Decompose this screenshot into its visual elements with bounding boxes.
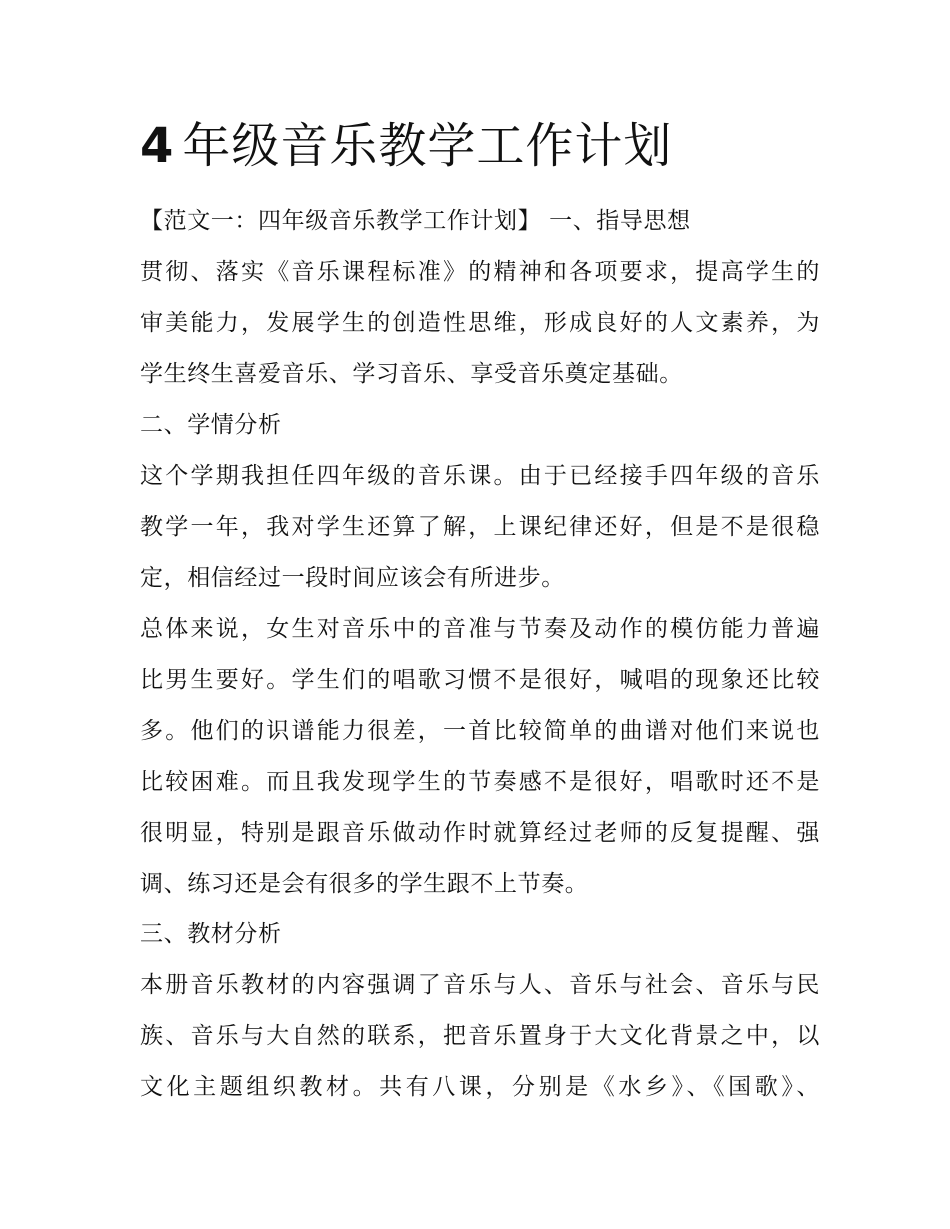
text-line-8: 定，相信经过一段时间应该会有所进步。 bbox=[140, 565, 565, 591]
text-line-13: 很明显，特别是跟音乐做动作时就算经过老师的反复提醒、强 bbox=[140, 820, 820, 846]
title-number: 4 bbox=[140, 118, 175, 174]
text-line-18: 文化主题组织教材。共有八课，分别是《水乡》、《国歌》、 bbox=[140, 1074, 820, 1100]
text-line-7: 教学一年，我对学生还算了解，上课纪律还好，但是不是很稳 bbox=[140, 514, 820, 540]
text-line-11: 多。他们的识谱能力很差，一首比较简单的曲谱对他们来说也 bbox=[140, 718, 820, 744]
text-line-4: 学生终生喜爱音乐、学习音乐、享受音乐奠定基础。 bbox=[140, 361, 683, 387]
text-line-16: 本册音乐教材的内容强调了音乐与人、音乐与社会、音乐与民 bbox=[140, 972, 820, 998]
text-line-2: 贯彻、落实《音乐课程标准》的精神和各项要求，提高学生的 bbox=[140, 259, 820, 285]
text-line-3: 审美能力，发展学生的创造性思维，形成良好的人文素养，为 bbox=[140, 310, 820, 336]
text-line-17: 族、音乐与大自然的联系，把音乐置身于大文化背景之中，以 bbox=[140, 1023, 820, 1049]
text-line-12: 比较困难。而且我发现学生的节奏感不是很好，唱歌时还不是 bbox=[140, 769, 820, 795]
text-line-1: 【范文一：四年级音乐教学工作计划】 一、指导思想 bbox=[140, 208, 691, 234]
text-line-14: 调、练习还是会有很多的学生跟不上节奏。 bbox=[140, 871, 589, 897]
text-line-9: 总体来说，女生对音乐中的音准与节奏及动作的模仿能力普遍 bbox=[140, 616, 820, 642]
page-title bbox=[140, 116, 840, 176]
text-line-10: 比男生要好。学生们的唱歌习惯不是很好，喊唱的现象还比较 bbox=[140, 667, 820, 693]
section-heading-3: 三、教材分析 bbox=[140, 921, 282, 947]
text-line-6: 这个学期我担任四年级的音乐课。由于已经接手四年级的音乐 bbox=[140, 463, 820, 489]
title-text: 年级音乐教学工作计划 bbox=[182, 118, 673, 174]
section-heading-2: 二、学情分析 bbox=[140, 412, 282, 438]
